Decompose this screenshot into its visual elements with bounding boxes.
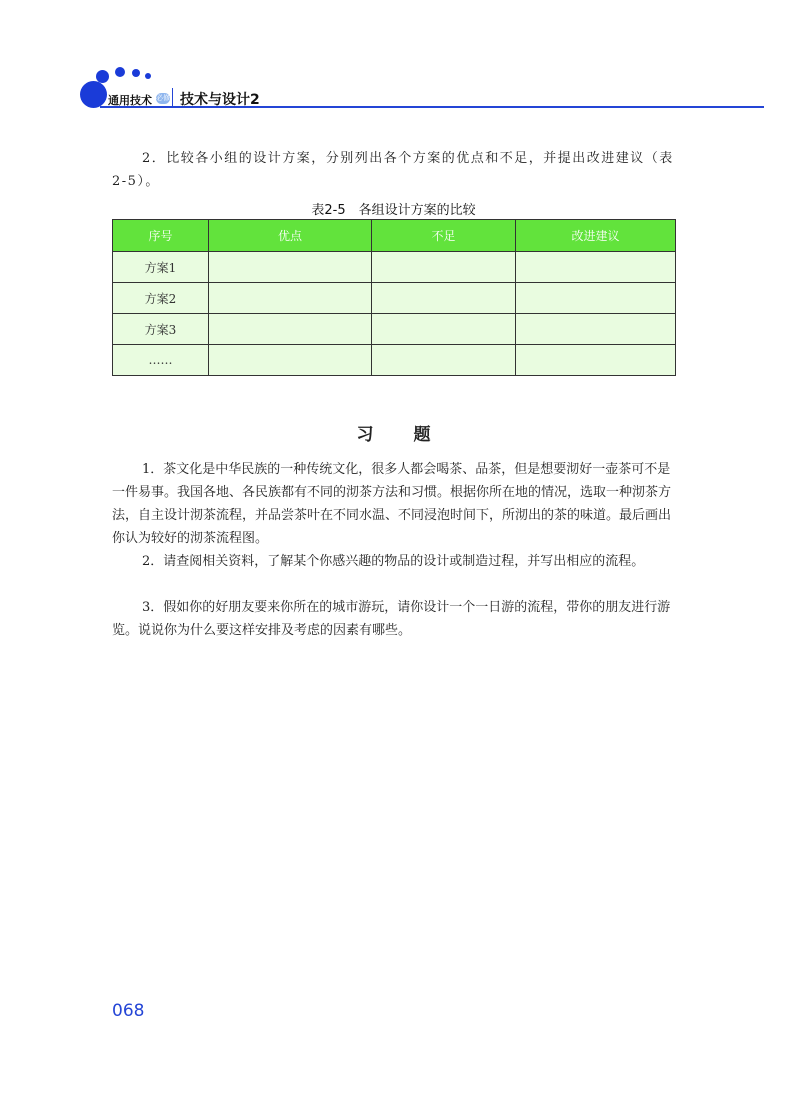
row-label: …… [113,345,209,376]
header-dot [96,70,109,83]
table-cell [516,345,676,376]
table-cell [516,252,676,283]
comparison-table [112,219,676,376]
table-row [113,314,676,345]
table-row [113,345,676,376]
header-dot-large [80,81,107,108]
header-dot [145,73,151,79]
series-name: 通用技术 [108,94,152,107]
table-row [113,283,676,314]
exercise-item: 1．茶文化是中华民族的一种传统文化，很多人都会喝茶、品茶，但是想要沏好一壶茶可不是一件易事。我国各地、各民族都有不同的沏茶方法和习惯。根据你所在地的情况，选取一种沏茶方法，自主设计沏茶流程，并品尝茶叶在不同水温、不同浸泡时间下，所沏出的茶的味道。最后画出你认为较好的沏茶流程图。 [112,462,672,546]
table-cell [516,314,676,345]
header-dot [132,69,140,77]
column-header-shortcomings: 不足 [372,220,516,252]
table-header-row [113,220,676,252]
table-cell [209,345,372,376]
header-dot [115,67,125,77]
exercise-item: 2．请查阅相关资料，了解某个你感兴趣的物品的设计或制造过程，并写出相应的流程。 [142,554,645,569]
row-label: 方案2 [113,283,209,314]
table-cell [372,314,516,345]
required-badge: 必修 [156,94,170,102]
book-title: 技术与设计2 [180,92,260,108]
page-number: 068 [112,1001,145,1021]
table-caption: 表2-5 各组设计方案的比较 [311,203,476,218]
table-cell [372,345,516,376]
table-cell [372,252,516,283]
column-header-number: 序号 [113,220,209,252]
table-cell [209,252,372,283]
table-cell [209,283,372,314]
row-label: 方案1 [113,252,209,283]
table-cell [209,314,372,345]
table-cell [372,283,516,314]
table-row [113,252,676,283]
column-header-improvements: 改进建议 [516,220,676,252]
exercises-title: 习题 [356,425,471,445]
table-cell [516,283,676,314]
intro-paragraph: 2．比较各小组的设计方案，分别列出各个方案的优点和不足，并提出改进建议（表2-5）。 [112,151,674,189]
exercise-item: 3．假如你的好朋友要来你所在的城市游玩，请你设计一个一日游的流程，带你的朋友进行游览。说说你为什么要这样安排及考虑的因素有哪些。 [112,600,671,638]
header-separator [172,88,173,108]
column-header-advantages: 优点 [209,220,372,252]
row-label: 方案3 [113,314,209,345]
